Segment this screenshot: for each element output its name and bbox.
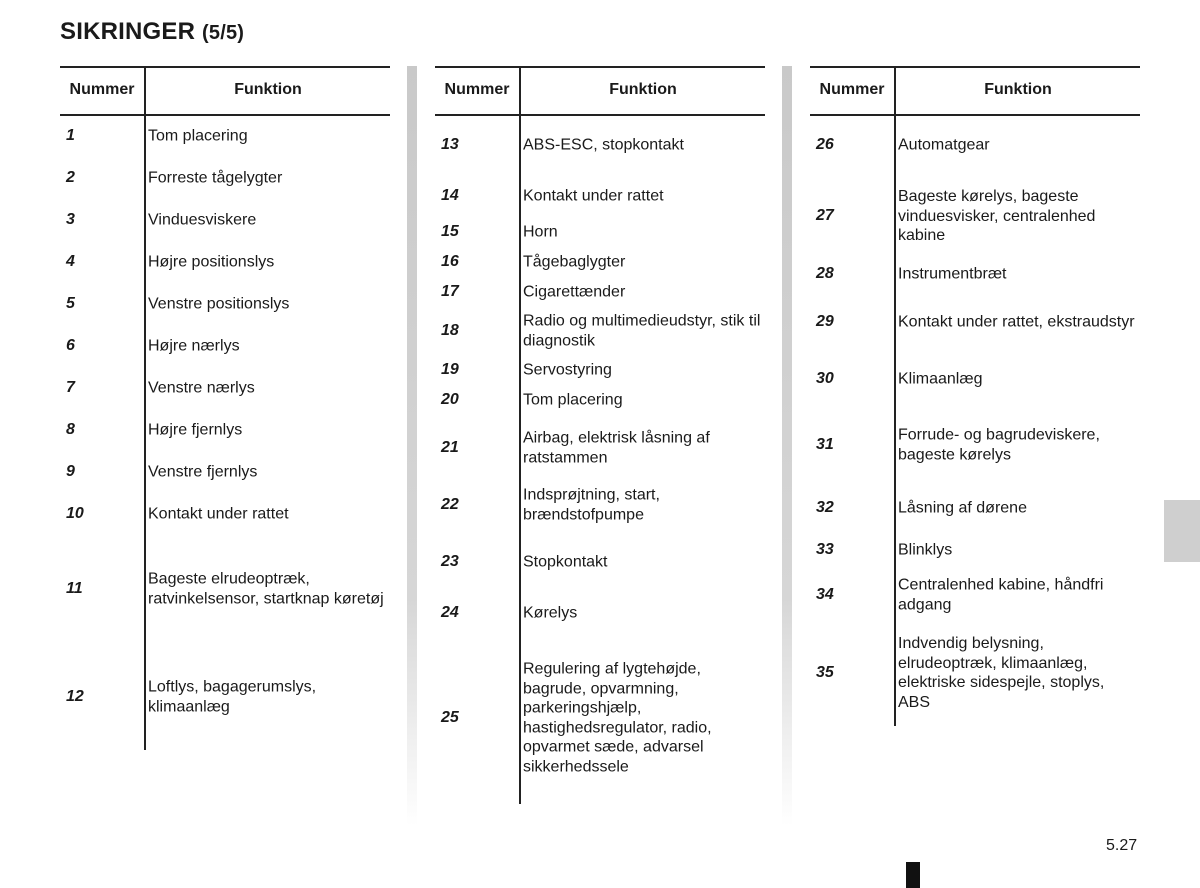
fuse-number: 7 (66, 379, 75, 396)
fuse-function: Forrude- og bagrudeviskere, bageste kørelys (898, 426, 1100, 463)
column-divider (894, 66, 896, 726)
fuse-function: Servostyring (523, 361, 612, 379)
column-divider (144, 66, 146, 750)
fuse-number: 5 (66, 295, 75, 312)
fuse-function: Klimaanlæg (898, 370, 983, 388)
fuse-number: 21 (441, 439, 459, 456)
fuse-number: 24 (441, 604, 459, 621)
fuse-number: 25 (441, 709, 459, 726)
fuse-function: Højre fjernlys (148, 421, 243, 439)
fuse-function: Bageste kørelys, bageste vinduesvisker, centralenhed kabine (898, 187, 1096, 244)
fuse-number: 27 (816, 207, 834, 224)
fuse-number: 13 (441, 136, 459, 153)
fuse-function: Venstre positionslys (148, 295, 290, 313)
fuse-function: Kørelys (523, 604, 578, 622)
column-divider (519, 66, 521, 804)
fuse-number: 23 (441, 553, 459, 570)
header-rule (60, 114, 390, 116)
fuse-function: Indvendig belysning, elrudeoptræk, klimaanlæg, elektriske sidespejle, stoplys, ABS (898, 635, 1105, 711)
fuse-function: Loftlys, bagagerumslys, klimaanlæg (148, 678, 317, 715)
page-title-text: SIKRINGER (60, 18, 196, 45)
table-top-rule (435, 66, 765, 68)
fuse-function: Tom placering (148, 127, 248, 145)
fuse-function: Tågebaglygter (523, 253, 626, 271)
fuse-function: Regulering af lygtehøjde, bagrude, opvarmning, parkeringshjælp, hastighedsregulator, radio, opvarmet sæde, advarsel sikkerhedssele (523, 660, 712, 775)
fuse-function: Radio og multimedieudstyr, stik til diagnostik (523, 312, 761, 349)
page-title (60, 18, 244, 46)
fuse-number: 12 (66, 688, 84, 705)
section-tab (1164, 500, 1200, 562)
fuse-number: 3 (66, 211, 75, 228)
fuse-function: Automatgear (898, 136, 990, 154)
fuse-number: 1 (66, 127, 75, 144)
fuse-number: 4 (66, 253, 75, 270)
fuse-number: 17 (441, 283, 459, 300)
fuse-function: Højre nærlys (148, 337, 240, 355)
fuse-function: Cigarettænder (523, 283, 626, 301)
header-funktion: Funktion (609, 81, 677, 98)
column-gutter (407, 66, 417, 826)
fuse-number: 32 (816, 499, 834, 516)
print-mark (906, 862, 920, 888)
header-funktion: Funktion (984, 81, 1052, 98)
fuse-number: 26 (816, 136, 834, 153)
fuse-function: Horn (523, 223, 558, 241)
fuse-function: Instrumentbræt (898, 265, 1007, 283)
column-gutter (782, 66, 792, 826)
fuse-number: 11 (66, 580, 83, 597)
header-funktion: Funktion (234, 81, 302, 98)
fuse-number: 34 (816, 586, 834, 603)
fuse-number: 28 (816, 265, 834, 282)
fuse-number: 19 (441, 361, 459, 378)
fuse-number: 10 (66, 505, 84, 522)
fuse-number: 30 (816, 370, 834, 387)
table-top-rule (60, 66, 390, 68)
fuse-function: Stopkontakt (523, 553, 608, 571)
header-nummer: Nummer (69, 81, 135, 98)
header-nummer: Nummer (819, 81, 885, 98)
fuse-function: Centralenhed kabine, håndfri adgang (898, 576, 1104, 613)
fuse-function: Kontakt under rattet (523, 187, 664, 205)
fuse-function: Kontakt under rattet (148, 505, 289, 523)
fuse-number: 22 (441, 496, 459, 513)
fuse-number: 16 (441, 253, 459, 270)
fuse-function: Tom placering (523, 391, 623, 409)
fuse-number: 20 (441, 391, 459, 408)
fuse-number: 9 (66, 463, 75, 480)
fuse-function: Venstre nærlys (148, 379, 255, 397)
header-rule (810, 114, 1140, 116)
table-top-rule (810, 66, 1140, 68)
fuse-function: Forreste tågelygter (148, 169, 283, 187)
fuse-number: 15 (441, 223, 459, 240)
fuse-function: Vinduesviskere (148, 211, 257, 229)
fuse-function: Blinklys (898, 541, 953, 559)
fuse-function: Indsprøjtning, start, brændstofpumpe (523, 486, 660, 523)
header-rule (435, 114, 765, 116)
fuse-number: 31 (816, 436, 834, 453)
page-number: 5.27 (1106, 837, 1138, 854)
fuse-function: ABS-ESC, stopkontakt (523, 136, 684, 154)
fuse-number: 14 (441, 187, 459, 204)
fuse-function: Venstre fjernlys (148, 463, 258, 481)
fuse-number: 2 (66, 169, 75, 186)
fuse-function: Højre positionslys (148, 253, 275, 271)
fuse-function: Låsning af dørene (898, 499, 1027, 517)
fuse-number: 33 (816, 541, 834, 558)
fuse-function: Bageste elrudeoptræk, ratvinkelsensor, startknap køretøj (148, 570, 384, 607)
fuse-number: 29 (816, 313, 834, 330)
fuse-number: 18 (441, 322, 459, 339)
fuse-number: 35 (816, 664, 834, 681)
fuse-number: 6 (66, 337, 75, 354)
fuse-number: 8 (66, 421, 75, 438)
fuse-function: Kontakt under rattet, ekstraudstyr (898, 313, 1135, 331)
header-nummer: Nummer (444, 81, 510, 98)
fuse-function: Airbag, elektrisk låsning af ratstammen (523, 429, 710, 466)
page-title-part: (5/5) (202, 22, 245, 44)
